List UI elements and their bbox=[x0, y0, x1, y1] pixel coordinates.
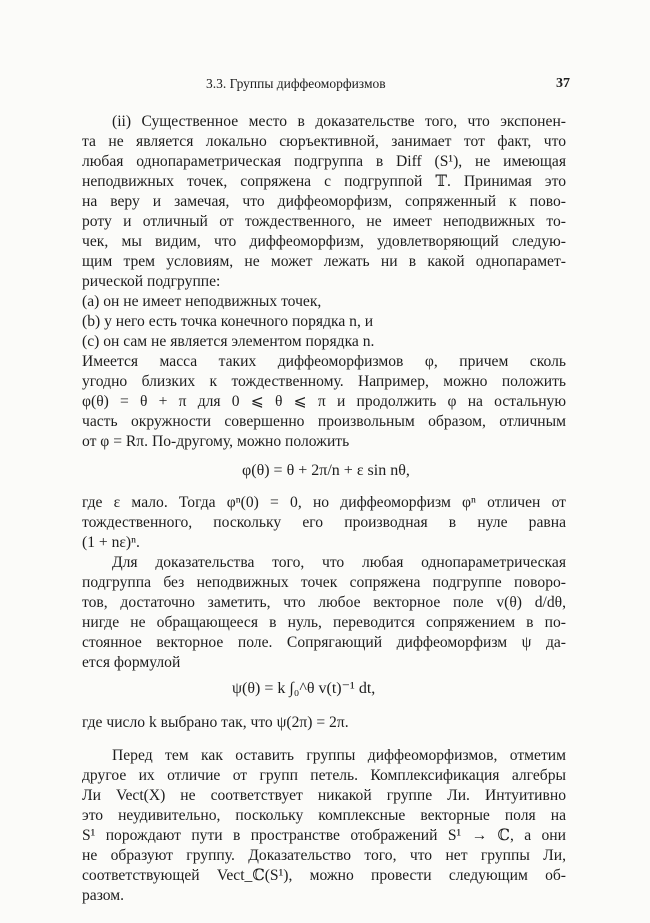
running-header: 3.3. Группы диффеоморфизмов bbox=[206, 76, 386, 91]
text-line: подгруппа без неподвижных точек сопряжена подгруппе поворо- bbox=[82, 574, 566, 591]
text-line: это неудивительно, поскольку комплексные векторные поля на bbox=[82, 807, 566, 824]
text-line: Перед тем как оставить группы диффеоморфизмов, отметим bbox=[112, 747, 566, 764]
text-line: тождественного, поскольку его производная в нуле равна bbox=[82, 514, 566, 531]
text-line: тов, достаточно заметить, что любое векторное поле v(θ) d/dθ, bbox=[82, 594, 566, 611]
text-line: угодно близких к тождественному. Например, можно положить bbox=[82, 373, 566, 390]
text-line: φ(θ) = θ + π для 0 ⩽ θ ⩽ π и продолжить φ на остальную bbox=[82, 393, 566, 410]
text-line: неподвижных точек, сопряжена с подгруппой 𝕋. Принимая это bbox=[82, 173, 566, 190]
text-line: разом. bbox=[82, 887, 125, 904]
text-line: любая однопараметрическая подгруппа в Diff (S¹), не имеющая bbox=[82, 153, 566, 170]
text-line: где ε мало. Тогда φⁿ(0) = 0, но диффеоморфизм φⁿ отличен от bbox=[82, 494, 566, 511]
text-line: от φ = Rπ. По-другому, можно положить bbox=[82, 433, 350, 450]
page-number: 37 bbox=[556, 76, 570, 91]
text-line: Имеется масса таких диффеоморфизмов φ, причем сколь bbox=[82, 353, 566, 370]
text-line: роту и отличный от тождественного, не имеет неподвижных то- bbox=[82, 213, 566, 230]
text-line: соответствующей Vect_ℂ(S¹), можно провести следующим об- bbox=[82, 867, 566, 884]
formula-phi: φ(θ) = θ + 2π/n + ε sin nθ, bbox=[242, 462, 410, 479]
text-line: нигде не обращающееся в нуль, переводится сопряжением в по- bbox=[82, 614, 566, 631]
list-item: (b) у него есть точка конечного порядка n, и bbox=[82, 313, 374, 330]
text-line: на веру и замечая, что диффеоморфизм, сопряженный к пово- bbox=[82, 193, 566, 210]
text-line: рической подгруппе: bbox=[82, 273, 221, 290]
text-line: не образуют группу. Доказательство того, что нет группы Ли, bbox=[82, 847, 566, 864]
text-line: другое их отличие от групп петель. Комплексификация алгебры bbox=[82, 767, 566, 784]
text-line: (ii) Существенное место в доказательстве того, что экспонен- bbox=[112, 113, 566, 130]
text-line: S¹ порождают пути в пространстве отображений S¹ → ℂ, а они bbox=[82, 827, 566, 844]
text-line: (1 + nε)ⁿ. bbox=[82, 534, 140, 551]
text-line: ется формулой bbox=[82, 654, 181, 671]
text-line: Для доказательства того, что любая однопараметрическая bbox=[112, 554, 566, 571]
text-line: где число k выбрано так, что ψ(2π) = 2π. bbox=[82, 714, 349, 731]
text-line: чек, мы видим, что диффеоморфизм, удовлетворяющий следую- bbox=[82, 233, 566, 250]
text-line: Ли Vect(X) не соответствует никакой группе Ли. Интуитивно bbox=[82, 787, 566, 804]
list-item: (c) он сам не является элементом порядка n. bbox=[82, 333, 375, 350]
list-item: (a) он не имеет неподвижных точек, bbox=[82, 293, 322, 310]
text-line: стоянное векторное поле. Сопрягающий диффеоморфизм ψ да- bbox=[82, 634, 566, 651]
formula-psi: ψ(θ) = k ∫₀^θ v(t)⁻¹ dt, bbox=[232, 680, 376, 697]
text-line: щим трем условиям, не может лежать ни в какой однопарамет- bbox=[82, 253, 566, 270]
text-line: часть окружности совершенно произвольным образом, отличным bbox=[82, 413, 566, 430]
text-line: та не является локально сюръективной, занимает тот факт, что bbox=[82, 133, 566, 150]
